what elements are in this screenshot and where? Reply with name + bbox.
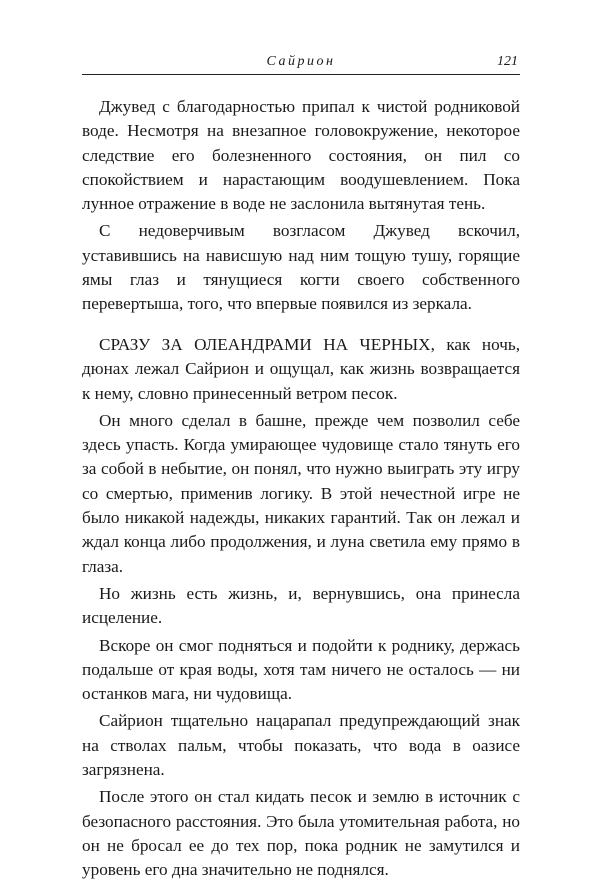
paragraph: Но жизнь есть жизнь, и, вернувшись, она принесла исцеление. — [82, 583, 520, 628]
paragraph: Джувед с благодарностью припал к чистой родниковой воде. Несмотря на внезапное головокружение, некоторое следствие его болезненного состояния, он пил со спокойствием и нарастающим воодушевлением. Пока лунное отражение в воде не заслонила вытянутая тень. — [82, 97, 520, 214]
section-2 — [82, 333, 520, 886]
page-number: 121 — [497, 54, 518, 69]
paragraph: Сайрион тщательно нацарапал предупреждающий знак на стволах пальм, чтобы показать, что вода в оазисе загрязнена. — [82, 711, 520, 780]
paragraph: Вскоре он смог подняться и подойти к роднику, держась подальше от края воды, хотя там ничего не осталось — ни останков мага, ни чудовища. — [82, 635, 520, 704]
paragraph: Он много сделал в башне, прежде чем позволил себе здесь упасть. Когда умирающее чудовище стало тянуть его за собой в небытие, он понял, что нужно выиграть эту игру со смертью, применив логику. В этой нечестной игре не было никакой надежды, никаких гарантий. Так он лежал и ждал конца либо продолжения, и луна светила ему прямо в глаза. — [82, 410, 520, 576]
running-title: Сайрион — [266, 54, 336, 69]
running-header — [82, 52, 520, 75]
section-1 — [82, 95, 520, 320]
lead-in-rest: как ночь, дюнах лежал Сайрион и ощущал, как жизнь возвращается к нему, словно принесенный ветром песок. — [82, 335, 520, 403]
paragraph: После этого он стал кидать песок и землю в источник с безопасного расстояния. Это была утомительная работа, но он не бросал ее до тех пор, пока родник не замутился и уровень его дна значительно не поднялся. — [82, 787, 520, 880]
lead-in-caps: СРАЗУ ЗА ОЛЕАНДРАМИ НА ЧЕРНЫХ, — [99, 335, 435, 354]
section-lead-paragraph — [82, 333, 520, 406]
paragraph: С недоверчивым возгласом Джувед вскочил, уставившись на нависшую над ним тощую тушу, горящие ямы глаз и тянущиеся когти своего собственного перевертыша, того, что впервые появился из зеркала. — [82, 221, 520, 314]
